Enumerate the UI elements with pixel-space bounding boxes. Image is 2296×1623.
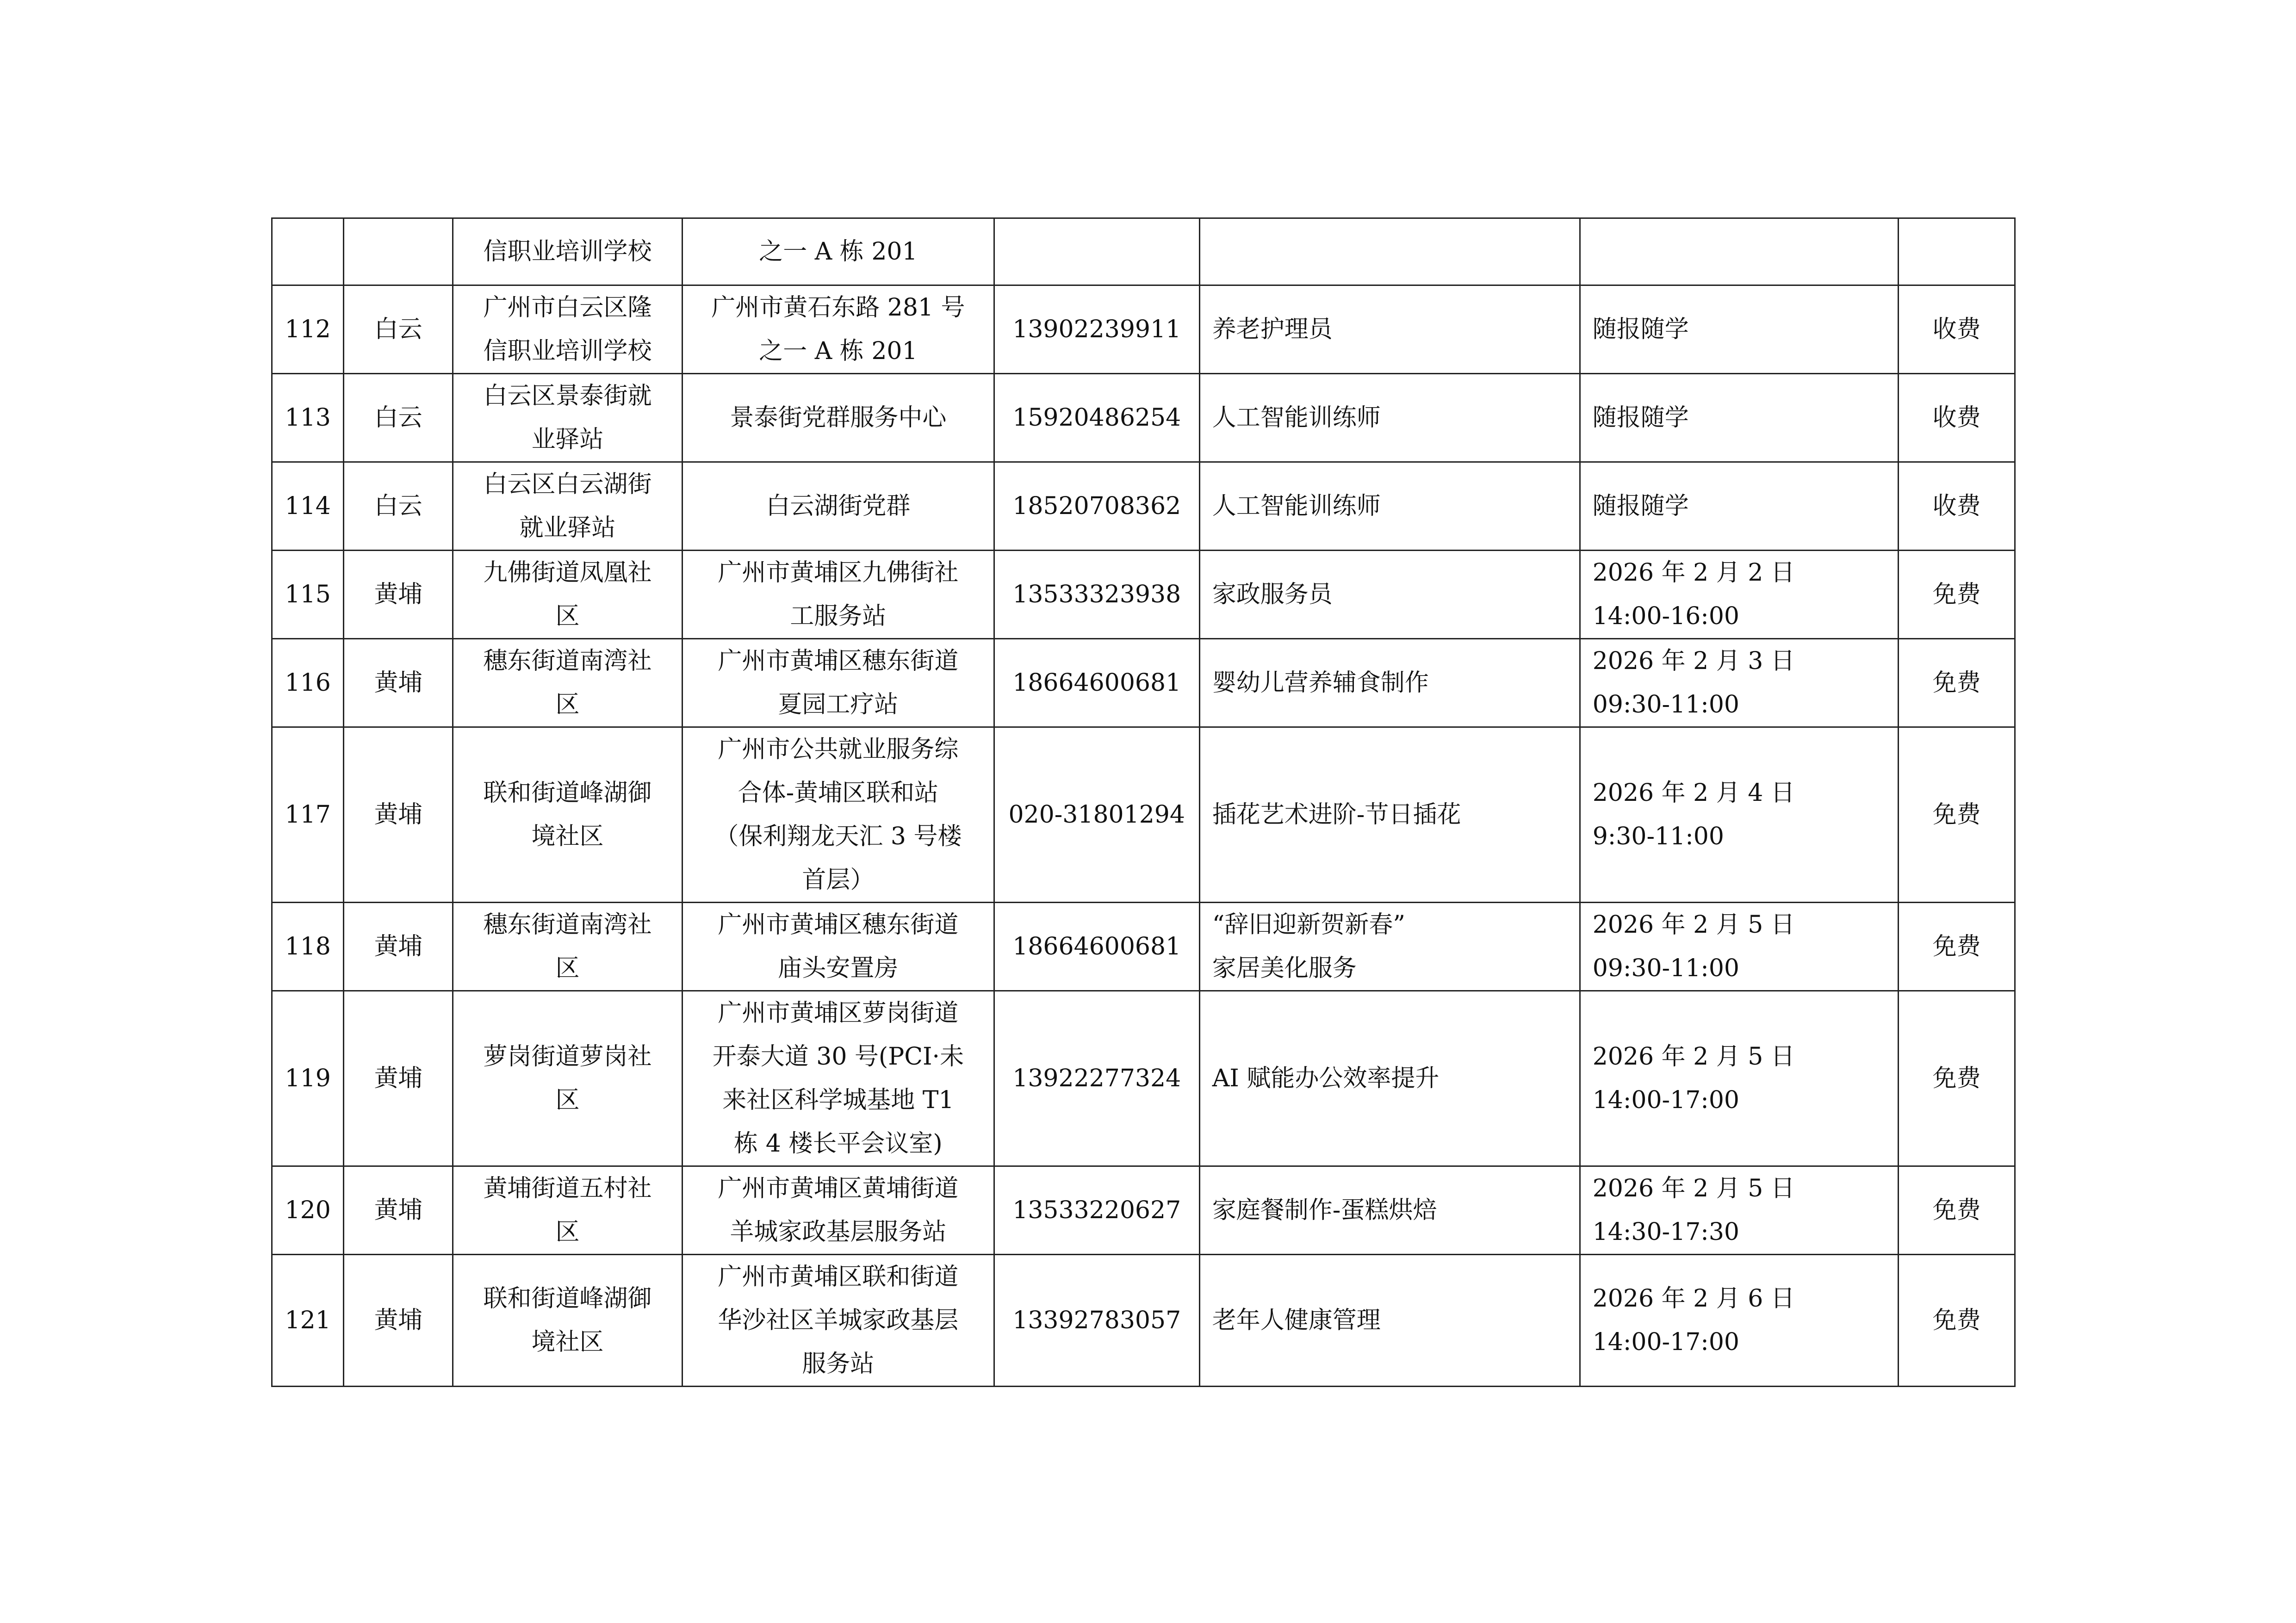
row-number-text: 118 [285, 933, 331, 960]
phone-cell [994, 462, 1199, 551]
district-cell-text: 白云 [374, 404, 422, 432]
time-cell-text: 2026 年 2 月 4 日 9:30-11:00 [1592, 779, 1795, 850]
fee-cell-text: 免费 [1932, 933, 1981, 960]
district-cell [344, 991, 453, 1166]
time-cell-text: 2026 年 2 月 5 日 09:30-11:00 [1592, 911, 1795, 982]
district-cell [344, 551, 453, 639]
phone-cell [994, 903, 1199, 991]
organization-cell [453, 462, 682, 551]
district-cell [344, 285, 453, 374]
phone-cell-text: 020-31801294 [1008, 801, 1185, 829]
time-cell-text: 2026 年 2 月 5 日 14:30-17:30 [1592, 1175, 1795, 1246]
fee-cell-text: 收费 [1932, 492, 1981, 520]
organization-cell-text: 穗东街道南湾社 区 [483, 911, 652, 982]
fee-cell [1899, 374, 2015, 462]
table-body [272, 218, 2015, 1387]
district-cell [344, 1166, 453, 1255]
district-cell [344, 462, 453, 551]
address-cell-text: 之一 A 栋 201 [759, 238, 918, 266]
address-cell [683, 218, 994, 285]
time-cell [1580, 1166, 1899, 1255]
phone-cell [994, 727, 1199, 903]
district-cell [344, 639, 453, 727]
organization-cell-text: 黄埔街道五村社 区 [483, 1175, 652, 1246]
address-cell [683, 903, 994, 991]
table-row [272, 551, 2015, 639]
time-cell-text: 随报随学 [1592, 316, 1689, 343]
organization-cell-text: 穗东街道南湾社 区 [483, 647, 652, 719]
table-row [272, 1166, 2015, 1255]
district-cell-text: 黄埔 [374, 933, 422, 960]
row-number-text: 115 [285, 581, 331, 608]
address-cell [683, 551, 994, 639]
organization-cell [453, 1255, 682, 1387]
table-row [272, 639, 2015, 727]
address-cell-text: 广州市黄埔区穗东街道 庙头安置房 [718, 911, 959, 982]
organization-cell [453, 285, 682, 374]
table-row [272, 727, 2015, 903]
phone-cell-text: 15920486254 [1012, 404, 1181, 432]
row-number [272, 551, 344, 639]
time-cell [1580, 727, 1899, 903]
table-row [272, 1255, 2015, 1387]
address-cell [683, 727, 994, 903]
row-number-text: 117 [285, 801, 331, 829]
district-cell [344, 374, 453, 462]
table-row [272, 462, 2015, 551]
address-cell-text: 景泰街党群服务中心 [730, 404, 947, 432]
fee-cell-text: 收费 [1932, 404, 1981, 432]
phone-cell [994, 551, 1199, 639]
course-cell [1199, 991, 1580, 1166]
time-cell [1580, 1255, 1899, 1387]
fee-cell-text: 收费 [1932, 316, 1981, 343]
phone-cell-text: 13533220627 [1012, 1196, 1181, 1224]
address-cell [683, 1255, 994, 1387]
district-cell-text: 黄埔 [374, 669, 422, 697]
fee-cell [1899, 551, 2015, 639]
phone-cell-text: 18664600681 [1012, 669, 1181, 697]
table-row [272, 991, 2015, 1166]
district-cell-text: 黄埔 [374, 581, 422, 608]
time-cell-text: 2026 年 2 月 6 日 14:00-17:00 [1592, 1285, 1795, 1356]
phone-cell [994, 1166, 1199, 1255]
phone-cell [994, 639, 1199, 727]
address-cell [683, 1166, 994, 1255]
course-cell [1199, 551, 1580, 639]
phone-cell [994, 374, 1199, 462]
phone-cell-text: 13392783057 [1012, 1307, 1181, 1334]
phone-cell [994, 285, 1199, 374]
fee-cell [1899, 218, 2015, 285]
organization-cell-text: 信职业培训学校 [483, 238, 652, 266]
address-cell-text: 广州市黄埔区九佛街社 工服务站 [718, 559, 959, 630]
organization-cell [453, 727, 682, 903]
course-cell [1199, 1255, 1580, 1387]
address-cell-text: 广州市黄埔区萝岗街道 开泰大道 30 号(PCI·未 来社区科学城基地 T1 栋 4 楼长平会议室) [712, 999, 964, 1158]
address-cell [683, 991, 994, 1166]
fee-cell [1899, 903, 2015, 991]
course-cell [1199, 1166, 1580, 1255]
course-cell-text: 插花艺术进阶-节日插花 [1212, 801, 1461, 829]
row-number [272, 462, 344, 551]
course-cell [1199, 639, 1580, 727]
course-cell [1199, 727, 1580, 903]
course-cell [1199, 285, 1580, 374]
address-cell-text: 白云湖街党群 [766, 492, 911, 520]
district-cell [344, 218, 453, 285]
fee-cell-text: 免费 [1932, 669, 1981, 697]
phone-cell-text: 13922277324 [1012, 1065, 1181, 1092]
time-cell [1580, 639, 1899, 727]
organization-cell-text: 白云区白云湖街 就业驿站 [483, 471, 652, 542]
organization-cell [453, 218, 682, 285]
row-number-text: 113 [285, 404, 331, 432]
organization-cell-text: 九佛街道凤凰社 区 [483, 559, 652, 630]
course-cell [1199, 374, 1580, 462]
address-cell [683, 374, 994, 462]
time-cell [1580, 218, 1899, 285]
fee-cell [1899, 462, 2015, 551]
row-number [272, 903, 344, 991]
organization-cell [453, 374, 682, 462]
course-cell-text: 老年人健康管理 [1212, 1307, 1381, 1334]
fee-cell-text: 免费 [1932, 581, 1981, 608]
row-number-text: 119 [285, 1065, 331, 1092]
time-cell [1580, 462, 1899, 551]
course-cell [1199, 462, 1580, 551]
course-cell [1199, 903, 1580, 991]
organization-cell [453, 551, 682, 639]
course-cell-text: AI 赋能办公效率提升 [1212, 1065, 1440, 1092]
course-cell [1199, 218, 1580, 285]
district-cell-text: 黄埔 [374, 801, 422, 829]
time-cell [1580, 285, 1899, 374]
row-number [272, 285, 344, 374]
row-number-text: 112 [285, 316, 331, 343]
phone-cell-text: 13533323938 [1012, 581, 1181, 608]
address-cell-text: 广州市黄埔区黄埔街道 羊城家政基层服务站 [718, 1175, 959, 1246]
table-row [272, 374, 2015, 462]
table-row [272, 903, 2015, 991]
organization-cell [453, 1166, 682, 1255]
phone-cell-text: 13902239911 [1012, 316, 1181, 343]
district-cell [344, 727, 453, 903]
course-schedule-table [271, 217, 2016, 1387]
district-cell [344, 1255, 453, 1387]
phone-cell [994, 1255, 1199, 1387]
phone-cell-text: 18520708362 [1012, 492, 1181, 520]
course-cell-text: 人工智能训练师 [1212, 404, 1381, 432]
row-number [272, 727, 344, 903]
district-cell-text: 白云 [374, 492, 422, 520]
row-number [272, 218, 344, 285]
district-cell-text: 白云 [374, 316, 422, 343]
fee-cell [1899, 1166, 2015, 1255]
address-cell [683, 639, 994, 727]
fee-cell [1899, 1255, 2015, 1387]
time-cell-text: 2026 年 2 月 5 日 14:00-17:00 [1592, 1043, 1795, 1114]
district-cell-text: 黄埔 [374, 1196, 422, 1224]
fee-cell [1899, 285, 2015, 374]
time-cell [1580, 551, 1899, 639]
fee-cell-text: 免费 [1932, 801, 1981, 829]
row-number-text: 116 [285, 669, 331, 697]
district-cell-text: 黄埔 [374, 1307, 422, 1334]
address-cell-text: 广州市黄石东路 281 号 之一 A 栋 201 [711, 294, 965, 365]
organization-cell-text: 联和街道峰湖御 境社区 [483, 1285, 652, 1356]
organization-cell-text: 广州市白云区隆 信职业培训学校 [483, 294, 652, 365]
fee-cell [1899, 991, 2015, 1166]
row-number-text: 114 [285, 492, 331, 520]
fee-cell-text: 免费 [1932, 1307, 1981, 1334]
organization-cell-text: 联和街道峰湖御 境社区 [483, 779, 652, 850]
organization-cell [453, 903, 682, 991]
address-cell-text: 广州市黄埔区穗东街道 夏园工疗站 [718, 647, 959, 719]
organization-cell [453, 639, 682, 727]
phone-cell-text: 18664600681 [1012, 933, 1181, 960]
organization-cell [453, 991, 682, 1166]
address-cell [683, 462, 994, 551]
organization-cell-text: 白云区景泰街就 业驿站 [483, 382, 652, 453]
organization-cell-text: 萝岗街道萝岗社 区 [483, 1043, 652, 1114]
address-cell [683, 285, 994, 374]
course-cell-text: “辞旧迎新贺新春” 家居美化服务 [1212, 911, 1405, 982]
time-cell-text: 随报随学 [1592, 404, 1689, 432]
address-cell-text: 广州市公共就业服务综 合体-黄埔区联和站 （保利翔龙天汇 3 号楼 首层） [714, 736, 962, 894]
time-cell-text: 随报随学 [1592, 492, 1689, 520]
row-number-text: 121 [285, 1307, 331, 1334]
time-cell-text: 2026 年 2 月 2 日 14:00-16:00 [1592, 559, 1795, 630]
fee-cell [1899, 727, 2015, 903]
row-number [272, 639, 344, 727]
phone-cell [994, 218, 1199, 285]
course-cell-text: 家政服务员 [1212, 581, 1333, 608]
row-number [272, 991, 344, 1166]
course-cell-text: 婴幼儿营养辅食制作 [1212, 669, 1429, 697]
row-number [272, 1166, 344, 1255]
table-row [272, 285, 2015, 374]
course-cell-text: 家庭餐制作-蛋糕烘焙 [1212, 1196, 1437, 1224]
fee-cell-text: 免费 [1932, 1196, 1981, 1224]
district-cell-text: 黄埔 [374, 1065, 422, 1092]
time-cell-text: 2026 年 2 月 3 日 09:30-11:00 [1592, 647, 1795, 719]
course-cell-text: 养老护理员 [1212, 316, 1333, 343]
row-number-text: 120 [285, 1196, 331, 1224]
course-cell-text: 人工智能训练师 [1212, 492, 1381, 520]
time-cell [1580, 991, 1899, 1166]
row-number [272, 374, 344, 462]
fee-cell [1899, 639, 2015, 727]
phone-cell [994, 991, 1199, 1166]
table-row [272, 218, 2015, 285]
time-cell [1580, 903, 1899, 991]
time-cell [1580, 374, 1899, 462]
row-number [272, 1255, 344, 1387]
address-cell-text: 广州市黄埔区联和街道 华沙社区羊城家政基层 服务站 [718, 1263, 959, 1378]
fee-cell-text: 免费 [1932, 1065, 1981, 1092]
district-cell [344, 903, 453, 991]
